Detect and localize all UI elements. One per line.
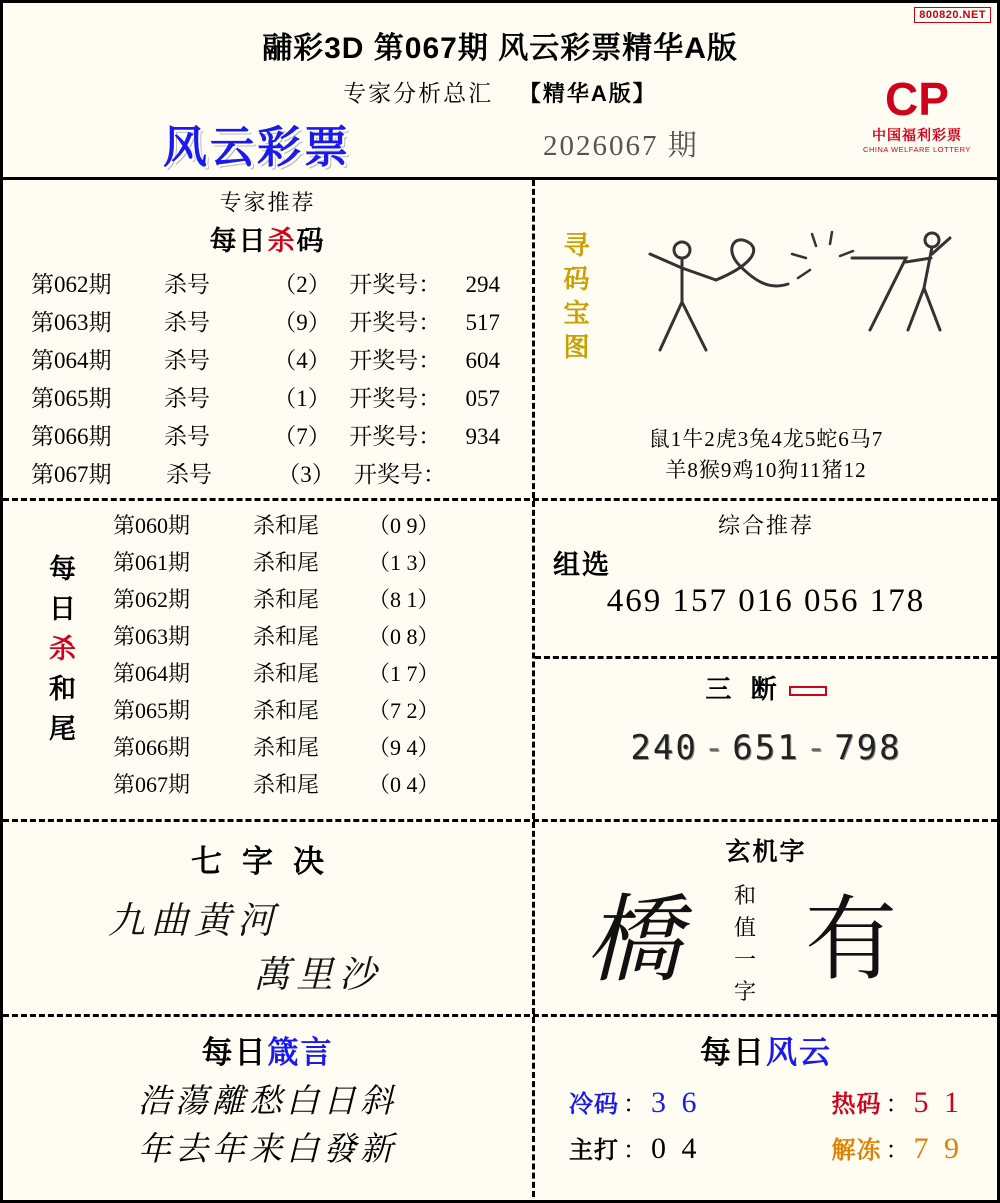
table-row — [113, 657, 492, 694]
sub-header — [3, 67, 997, 177]
kill-tail-list — [113, 509, 492, 805]
lottery-name-cn: 中国福利彩票 — [872, 127, 962, 143]
row-label: 杀号 — [164, 348, 211, 373]
seven-word-title: 七字决 — [191, 844, 344, 879]
fengyun-label-main: 主打 — [569, 1137, 619, 1164]
issue-number: 2026067 期 — [543, 130, 699, 162]
daily-kill-red: 杀 — [267, 226, 297, 256]
treasure-map-vertical-label: 寻码宝图 — [563, 230, 591, 362]
row-label: 杀号 — [164, 310, 211, 335]
daily-kill-prefix: 每日 — [209, 226, 268, 256]
table-row — [31, 266, 504, 304]
row-issue: 第063期 — [113, 624, 191, 649]
seven-word-line-2: 萬里沙 — [253, 955, 382, 996]
xuanji-title: 玄机字 — [725, 838, 807, 866]
row-open-label: 开奖号： — [349, 386, 442, 411]
row-issue: 第065期 — [31, 386, 112, 411]
row-label: 杀和尾 — [253, 550, 320, 575]
row-motto-and-fengyun — [3, 1017, 997, 1197]
row-issue: 第062期 — [31, 272, 112, 297]
daily-fengyun-panel — [535, 1017, 997, 1197]
row-kill-number: （1） — [273, 386, 331, 411]
table-row — [31, 418, 504, 456]
row-issue: 第061期 — [113, 550, 191, 575]
expert-summary-label: 专家分析总汇 — [343, 81, 494, 106]
fengyun-item-main — [569, 1130, 701, 1166]
fengyun-item-hot — [832, 1084, 964, 1120]
sanduan-section — [535, 659, 997, 816]
daily-kill-suffix: 码 — [296, 226, 326, 256]
table-row — [31, 456, 504, 494]
row-issue: 第064期 — [113, 661, 191, 686]
row-label: 杀号 — [164, 424, 211, 449]
lottery-name-en: CHINA WELFARE LOTTERY — [863, 145, 971, 154]
daily-fengyun-title-prefix: 每日 — [700, 1035, 766, 1070]
row-seven-word-and-xuanji — [3, 822, 997, 1017]
daily-motto-text — [3, 1078, 532, 1174]
zodiac-line-1: 鼠1牛2虎3兔4龙5蛇6马7 — [648, 427, 884, 451]
synthesis-panel — [535, 501, 997, 819]
sanduan-sep-1: - — [703, 728, 727, 768]
row-value: （0 9） — [368, 513, 440, 538]
fengyun-colon: ： — [885, 1092, 910, 1118]
daily-motto-title — [3, 1017, 532, 1072]
fengyun-value-hot: 5 1 — [913, 1086, 963, 1119]
table-row — [31, 304, 504, 342]
daily-motto-panel — [3, 1017, 535, 1197]
row-value: （7 2） — [368, 698, 440, 723]
table-row — [113, 620, 492, 657]
row-open-label: 开奖号： — [349, 272, 442, 297]
table-row — [113, 694, 492, 731]
table-row — [113, 731, 492, 768]
row-issue: 第066期 — [113, 735, 191, 760]
row-label: 杀号 — [166, 462, 212, 487]
brand-logo-text: 风云彩票 — [163, 123, 351, 172]
row-kill-number: （4） — [273, 348, 331, 373]
fengyun-label-cold: 冷码 — [569, 1091, 619, 1118]
version-tag: 【精华A版】 — [518, 81, 657, 106]
row-value: （9 4） — [368, 735, 440, 760]
daily-motto-title-blue: 箴言 — [267, 1035, 334, 1070]
table-row — [113, 768, 492, 805]
row-open-result: 934 — [465, 424, 500, 449]
seven-word-panel — [3, 822, 535, 1014]
row-issue: 第062期 — [113, 587, 191, 612]
zuxuan-label: 组选 — [553, 550, 611, 580]
row-label: 杀和尾 — [253, 735, 320, 760]
row-kill-number: （3） — [277, 462, 335, 487]
seven-word-line-1: 九曲黄河 — [108, 901, 280, 942]
row-open-label: 开奖号： — [349, 310, 442, 335]
row-tail-and-synthesis — [3, 501, 997, 822]
row-issue: 第067期 — [31, 462, 112, 487]
sanduan-num-3: 798 — [834, 728, 902, 768]
row-label: 杀和尾 — [253, 772, 320, 797]
fengyun-label-thaw: 解冻 — [831, 1137, 882, 1164]
daily-fengyun-title — [535, 1017, 997, 1072]
fengyun-value-cold: 3 6 — [651, 1086, 701, 1119]
table-row — [31, 380, 504, 418]
fengyun-value-main: 0 4 — [651, 1132, 701, 1165]
sanduan-title: 三 断 — [705, 674, 783, 704]
row-issue: 第060期 — [113, 513, 191, 538]
expert-recommend-title: 专家推荐 — [219, 190, 316, 215]
row-value: （1 3） — [368, 550, 440, 575]
row-issue: 第063期 — [31, 310, 112, 335]
row-issue: 第067期 — [113, 772, 191, 797]
row-open-result: 057 — [465, 386, 500, 411]
zuxuan-section — [535, 501, 997, 659]
row-label: 杀号 — [164, 272, 211, 297]
xuanji-panel — [535, 822, 997, 1014]
daily-kill-heading — [3, 219, 532, 258]
row-open-result: 604 — [465, 348, 500, 373]
welfare-lottery-logo — [857, 73, 977, 154]
zuxuan-numbers: 469 157 016 056 178 — [606, 583, 926, 619]
content-grid — [3, 177, 997, 1200]
fengyun-item-cold — [569, 1084, 701, 1120]
artwork-svg — [620, 210, 960, 390]
row-open-label: 开奖号： — [349, 424, 442, 449]
row-open-result: 294 — [465, 272, 500, 297]
row-value: （8 1） — [368, 587, 440, 612]
row-label: 杀和尾 — [253, 624, 320, 649]
fengyun-value-thaw: 7 9 — [913, 1132, 963, 1165]
expert-summary-line — [3, 75, 997, 108]
fengyun-colon: ： — [623, 1138, 647, 1164]
row-kill-number: （2） — [273, 272, 331, 297]
fengyun-item-thaw — [832, 1130, 964, 1166]
page-title: 鬴彩3D 第067期 风云彩票精华A版 — [262, 32, 738, 65]
row-label: 杀和尾 — [253, 698, 320, 723]
lottery-emblem-icon: CP — [885, 73, 949, 125]
motto-line-1: 浩蕩離愁白日斜 — [138, 1084, 397, 1120]
row-kill-number: （9） — [273, 310, 331, 335]
fengyun-colon: ： — [885, 1138, 910, 1164]
synthesis-title: 综合推荐 — [717, 513, 814, 538]
kill-tail-label-top: 每日 — [49, 554, 77, 624]
table-row — [113, 583, 492, 620]
daily-kill-tail-panel — [3, 501, 535, 819]
site-watermark: 800820.NET — [914, 7, 991, 23]
sanduan-num-2: 651 — [732, 728, 800, 768]
row-value: （1 7） — [368, 661, 440, 686]
stick-figure-artwork — [620, 210, 960, 390]
hezhi-answer-character: 有 — [805, 889, 898, 991]
kill-tail-label-red: 杀 — [49, 634, 77, 664]
fengyun-number-grid — [535, 1084, 997, 1176]
daily-fengyun-title-blue: 风云 — [766, 1035, 832, 1070]
row-kill-number: （7） — [273, 424, 331, 449]
table-row — [113, 509, 492, 546]
row-expert-and-art — [3, 180, 997, 501]
zodiac-number-key — [535, 424, 997, 486]
row-label: 杀号 — [164, 386, 211, 411]
daily-motto-title-prefix: 每日 — [201, 1035, 268, 1070]
row-label: 杀和尾 — [253, 587, 320, 612]
kill-tail-label-bottom: 和尾 — [49, 674, 77, 744]
zodiac-line-2: 羊8猴9鸡10狗11猪12 — [665, 458, 867, 482]
sanduan-title-row — [535, 659, 997, 706]
row-label: 杀和尾 — [253, 661, 320, 686]
row-open-result: 517 — [465, 310, 500, 335]
kill-number-list — [3, 266, 532, 494]
expert-recommend-panel — [3, 180, 535, 498]
fengyun-label-hot: 热码 — [831, 1091, 882, 1118]
red-dash-icon — [789, 686, 827, 696]
sanduan-num-1: 240 — [630, 728, 698, 768]
row-label: 杀和尾 — [253, 513, 320, 538]
row-value: （0 4） — [368, 772, 440, 797]
table-row — [31, 342, 504, 380]
hezhi-vertical-label: 和值一字 — [733, 883, 756, 1004]
row-open-label: 开奖号： — [354, 462, 446, 487]
fengyun-colon: ： — [623, 1092, 647, 1118]
xuanji-big-character: 橋 — [585, 887, 681, 994]
fengyun-row-1 — [569, 1084, 963, 1130]
kill-tail-vertical-label — [37, 549, 89, 749]
table-row — [113, 546, 492, 583]
row-issue: 第066期 — [31, 424, 112, 449]
row-open-label: 开奖号： — [349, 348, 442, 373]
treasure-map-panel — [535, 180, 997, 498]
fengyun-row-2 — [569, 1130, 963, 1176]
sanduan-sep-2: - — [805, 728, 829, 768]
motto-line-2: 年去年来白發新 — [138, 1132, 397, 1168]
sanduan-numbers — [535, 728, 997, 768]
row-value: （0 8） — [368, 624, 440, 649]
row-issue: 第065期 — [113, 698, 191, 723]
row-issue: 第064期 — [31, 348, 112, 373]
